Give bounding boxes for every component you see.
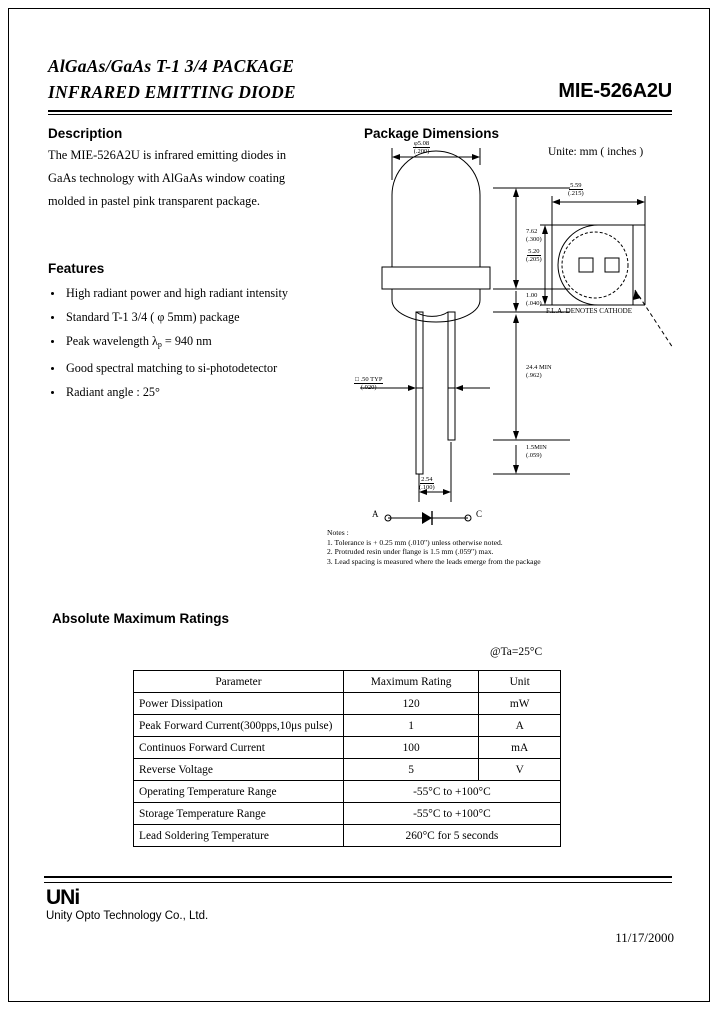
cell-value: 5 bbox=[343, 759, 479, 781]
feature-label: Good spectral matching to si-photodetector bbox=[66, 361, 278, 375]
header-title-line1: AlGaAs/GaAs T-1 3/4 PACKAGE bbox=[48, 56, 295, 76]
feature-label: High radiant power and high radiant intensity bbox=[66, 286, 289, 300]
package-dimensions-heading: Package Dimensions bbox=[364, 126, 500, 141]
cell-unit: mW bbox=[479, 693, 561, 715]
description-heading: Description bbox=[48, 126, 123, 141]
dimension-inset-width-in: (.215) bbox=[568, 189, 584, 197]
bullet-icon bbox=[51, 316, 54, 319]
feature-label: Radiant angle : 25° bbox=[66, 385, 160, 399]
cell-unit: V bbox=[479, 759, 561, 781]
notes-section bbox=[327, 528, 627, 566]
cell-value: 120 bbox=[343, 693, 479, 715]
dimension-lead-length-in: (.962) bbox=[526, 371, 542, 379]
peak-wavelength-prefix: Peak wavelength λ bbox=[66, 334, 158, 348]
bullet-icon bbox=[51, 340, 54, 343]
table-row bbox=[134, 781, 561, 803]
feature-item-peak-wavelength bbox=[48, 334, 358, 352]
ratings-heading: Absolute Maximum Ratings bbox=[52, 611, 230, 626]
package-drawing bbox=[330, 140, 680, 530]
cell-parameter: Continuos Forward Current bbox=[134, 737, 344, 759]
dimension-lead-square bbox=[354, 376, 383, 391]
cell-value: 260°C for 5 seconds bbox=[343, 825, 560, 847]
dimension-flange-height-in: (.040) bbox=[526, 299, 542, 307]
bullet-icon bbox=[51, 367, 54, 370]
part-number: MIE-526A2U bbox=[558, 80, 672, 102]
dimension-top-width-mm: φ5.08 bbox=[414, 140, 430, 147]
dimension-inset-width-mm: 5.59 bbox=[570, 182, 582, 189]
company-name: Unity Opto Technology Co., Ltd. bbox=[46, 910, 209, 922]
features-list bbox=[48, 286, 358, 400]
header-divider-secondary bbox=[48, 114, 672, 115]
note-item: 3. Lead spacing is measured where the leads emerge from the package bbox=[327, 556, 541, 566]
dimension-lead-spacing bbox=[419, 476, 435, 491]
document-header bbox=[48, 56, 672, 108]
dimension-resin-min-mm: 1.5MIN bbox=[526, 444, 547, 451]
cell-value: 100 bbox=[343, 737, 479, 759]
dimension-inset-width bbox=[568, 182, 584, 197]
cell-value: 1 bbox=[343, 715, 479, 737]
footer-divider-secondary bbox=[44, 882, 672, 883]
column-header-parameter: Parameter bbox=[134, 671, 344, 693]
cell-unit: A bbox=[479, 715, 561, 737]
company-logo: UNi bbox=[46, 886, 80, 909]
table-row bbox=[134, 737, 561, 759]
bullet-icon bbox=[51, 292, 54, 295]
cell-unit: mA bbox=[479, 737, 561, 759]
cathode-note: F.L.A. DENOTES CATHODE bbox=[546, 307, 632, 315]
ratings-condition: @Ta=25°C bbox=[490, 646, 543, 658]
units-label: Unite: mm ( inches ) bbox=[548, 146, 644, 158]
dimension-inset-height-in: (.205) bbox=[526, 255, 542, 263]
features-heading: Features bbox=[48, 261, 105, 276]
dimension-flange-height-mm: 1.00 bbox=[526, 292, 538, 299]
anode-label: A bbox=[372, 509, 379, 519]
dimension-dome-height-in: (.300) bbox=[526, 235, 542, 243]
cell-value: -55°C to +100°C bbox=[343, 803, 560, 825]
cell-parameter: Operating Temperature Range bbox=[134, 781, 344, 803]
features-section bbox=[48, 261, 358, 400]
column-header-unit: Unit bbox=[479, 671, 561, 693]
column-header-maximum-rating: Maximum Rating bbox=[343, 671, 479, 693]
dimension-lead-spacing-mm: 2.54 bbox=[421, 476, 433, 483]
dimension-inset-height bbox=[526, 248, 542, 263]
header-title-line2: INFRARED EMITTING DIODE bbox=[48, 82, 296, 102]
description-line-2: GaAs technology with AlGaAs window coating bbox=[48, 171, 286, 185]
dimension-dome-height-mm: 7.62 bbox=[526, 228, 538, 235]
cell-parameter: Power Dissipation bbox=[134, 693, 344, 715]
table-row bbox=[134, 715, 561, 737]
cell-value: -55°C to +100°C bbox=[343, 781, 560, 803]
feature-item bbox=[48, 361, 358, 376]
table-row bbox=[134, 803, 561, 825]
dimension-top-width-in: (.200) bbox=[413, 147, 430, 155]
dimension-resin-min bbox=[526, 444, 547, 459]
description-line-3: molded in pastel pink transparent package. bbox=[48, 194, 260, 208]
feature-item bbox=[48, 286, 358, 301]
bottom-view-svg bbox=[535, 180, 685, 370]
dimension-lead-length-mm: 24.4 MIN bbox=[526, 364, 552, 371]
header-divider bbox=[48, 110, 672, 112]
table-header-row bbox=[134, 671, 561, 693]
dimension-top-width bbox=[413, 140, 430, 155]
description-section bbox=[48, 126, 348, 210]
table-row bbox=[134, 825, 561, 847]
cathode-label: C bbox=[476, 509, 483, 519]
footer-divider bbox=[44, 876, 672, 878]
bullet-icon bbox=[51, 391, 54, 394]
dimension-lead-square-in: (.020) bbox=[360, 383, 377, 391]
table-row bbox=[134, 759, 561, 781]
cell-parameter: Storage Temperature Range bbox=[134, 803, 344, 825]
feature-item bbox=[48, 385, 358, 400]
cell-parameter: Peak Forward Current(300pps,10μs pulse) bbox=[134, 715, 344, 737]
cell-parameter: Reverse Voltage bbox=[134, 759, 344, 781]
table-row bbox=[134, 693, 561, 715]
cell-parameter: Lead Soldering Temperature bbox=[134, 825, 344, 847]
peak-wavelength-suffix: = 940 nm bbox=[161, 334, 212, 348]
dimension-lead-spacing-in: (.100) bbox=[419, 483, 435, 491]
dimension-inset-height-mm: 5.20 bbox=[528, 248, 540, 255]
dimension-resin-min-in: (.059) bbox=[526, 451, 542, 459]
feature-label: Standard T-1 3/4 ( φ 5mm) package bbox=[66, 310, 240, 324]
description-line-1: The MIE-526A2U is infrared emitting diodes in bbox=[48, 148, 287, 162]
notes-title: Notes : bbox=[327, 528, 349, 537]
peak-wavelength-subscript: p bbox=[157, 340, 162, 349]
feature-item bbox=[48, 310, 358, 325]
note-item: 2. Protruded resin under flange is 1.5 mm (.059") max. bbox=[327, 547, 494, 557]
dimension-lead-square-mm: □ .50 TYP bbox=[355, 376, 383, 383]
note-item: 1. Tolerance is + 0.25 mm (.010") unless otherwise noted. bbox=[327, 537, 503, 547]
document-date: 11/17/2000 bbox=[615, 930, 674, 945]
ratings-table bbox=[133, 670, 561, 847]
